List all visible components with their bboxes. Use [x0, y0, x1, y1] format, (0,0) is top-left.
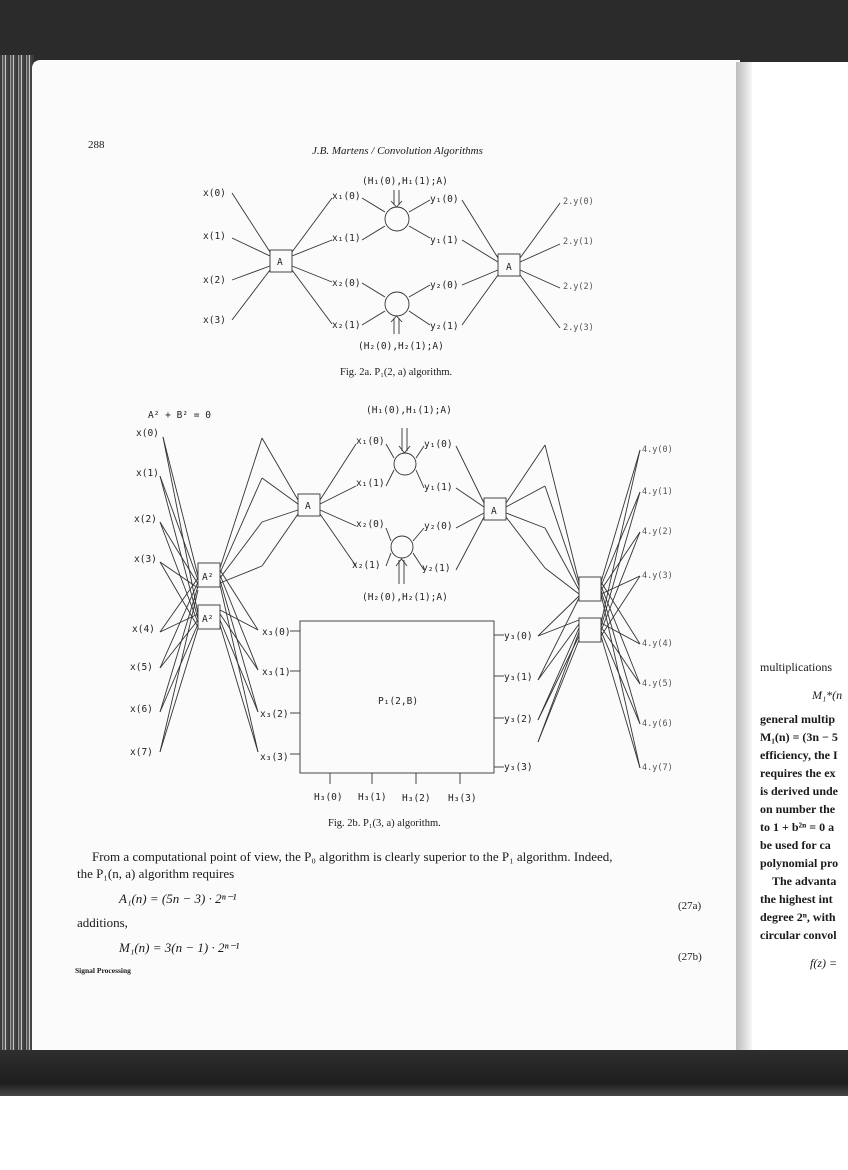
fig2b-y3-label: y₃(3) [504, 762, 533, 773]
fig2a-input-label: x(2) [203, 275, 226, 286]
fig2b-mid-label: x₂(1) [352, 560, 381, 571]
right-page-line: general multip [760, 712, 835, 726]
fig2b-x3-label: x₃(0) [262, 627, 291, 638]
running-head: J.B. Martens / Convolution Algorithms [312, 145, 483, 157]
right-page-line: be used for ca [760, 838, 831, 852]
fig2a-input-label: x(3) [203, 315, 226, 326]
fig2b-input-label: x(0) [136, 428, 159, 439]
equation-number: (27b) [678, 951, 702, 963]
right-page-line: is derived unde [760, 784, 839, 798]
fig2b-constraint: A² + B² = 0 [148, 410, 211, 421]
fig2a-mid-label: y₂(1) [430, 321, 459, 332]
right-page-line: requires the ex [760, 766, 836, 780]
journal-footer: Signal Processing [75, 966, 131, 975]
fig2b-h3-label: H₃(2) [402, 793, 431, 804]
fig2a-top-coeff: (H₁(0),H₁(1);A) [362, 176, 448, 187]
fig2b-mid-label: y₁(1) [424, 482, 453, 493]
fig2b-input-label: x(1) [136, 468, 159, 479]
fig2a-output-label: 2.y(0) [563, 197, 594, 207]
right-page-line: M₁(n) = (3n − 5 [760, 730, 838, 744]
fig2a-mid-label: x₂(1) [332, 320, 361, 331]
right-page-line: f(z) = [810, 956, 838, 970]
fig2b-box-a2: A² [202, 572, 214, 583]
fig2b-mid-label: x₁(1) [356, 478, 385, 489]
equation-number: (27a) [678, 900, 702, 912]
fig2a-input-label: x(1) [203, 231, 226, 242]
fig2a-caption: Fig. 2a. P₁(2, a) algorithm. [340, 367, 453, 378]
body-paragraph-line: From a computational point of view, the P₀ algorithm is clearly superior to the P₁ algorithm. Indeed, [92, 849, 613, 864]
fig2b-box-a: A [305, 501, 311, 512]
fig2b-output-label: 4.y(7) [642, 763, 673, 773]
fig2b-input-label: x(5) [130, 662, 153, 673]
fig2b-output-label: 4.y(4) [642, 639, 673, 649]
fig2b-bottom-coeff: (H₂(0),H₂(1);A) [362, 592, 448, 603]
fig2a-output-label: 2.y(1) [563, 237, 594, 247]
fig2b-input-label: x(7) [130, 747, 153, 758]
fig2a-output-label: 2.y(3) [563, 323, 594, 333]
right-page-line: M₁*(n [812, 688, 843, 702]
fig2a-mid-label: y₂(0) [430, 280, 459, 291]
fig2b-y3-label: y₃(0) [504, 631, 533, 642]
fig2b-input-label: x(2) [134, 514, 157, 525]
fig2b-mid-label: y₁(0) [424, 439, 453, 450]
fig2a-box-a: A [277, 257, 283, 268]
fig2a-mid-label: y₁(1) [430, 235, 459, 246]
body-text-additions: additions, [77, 915, 128, 930]
fig2b-mid-label: x₁(0) [356, 436, 385, 447]
fig2b-mid-label: y₂(1) [422, 563, 451, 574]
fig2b-output-label: 4.y(2) [642, 527, 673, 537]
fig2b-x3-label: x₃(2) [260, 709, 289, 720]
right-page-line: to 1 + b²ⁿ = 0 a [760, 820, 835, 834]
fig2b-y3-label: y₃(1) [504, 672, 533, 683]
fig2b-big-box-label: P₁(2,B) [378, 696, 419, 707]
fig2b-x3-label: x₃(3) [260, 752, 289, 763]
fig2b-output-label: 4.y(5) [642, 679, 673, 689]
fig2b-box-a2: A² [202, 614, 214, 625]
right-page-line: degree 2ⁿ, with [760, 910, 836, 924]
fig2a-mid-label: x₁(0) [332, 191, 361, 202]
right-page-line: multiplications [760, 660, 832, 674]
fig2b-h3-label: H₃(3) [448, 793, 477, 804]
fig2b-box-a: A [491, 506, 497, 517]
body-paragraph-line: the P₁(n, a) algorithm requires [77, 866, 235, 881]
fig2a-mid-label: y₁(0) [430, 194, 459, 205]
right-page-line: polynomial pro [760, 856, 839, 870]
fig2b-mid-label: x₂(0) [356, 519, 385, 530]
fig2b-y3-label: y₃(2) [504, 714, 533, 725]
right-page-line: circular convol [760, 928, 837, 942]
fig2a-bottom-coeff: (H₂(0),H₂(1);A) [358, 341, 444, 352]
fig2b-mid-label: y₂(0) [424, 521, 453, 532]
fig2a-input-label: x(0) [203, 188, 226, 199]
fig2b-output-label: 4.y(3) [642, 571, 673, 581]
fig2b-output-label: 4.y(6) [642, 719, 673, 729]
fig2b-output-label: 4.y(1) [642, 487, 673, 497]
right-page-line: The advanta [772, 874, 837, 888]
fig2b-h3-label: H₃(1) [358, 792, 387, 803]
fig2b-input-label: x(6) [130, 704, 153, 715]
fig2a-box-a: A [506, 262, 512, 273]
fig2b-x3-label: x₃(1) [262, 667, 291, 678]
fig2b-top-coeff: (H₁(0),H₁(1);A) [366, 405, 452, 416]
page-number: 288 [88, 139, 105, 151]
equation-27b: M₁(n) = 3(n − 1) · 2ⁿ⁻¹ [119, 940, 240, 955]
fig2a-output-label: 2.y(2) [563, 282, 594, 292]
fig2b-input-label: x(3) [134, 554, 157, 565]
equation-27a: A₁(n) = (5n − 3) · 2ⁿ⁻¹ [119, 891, 237, 906]
right-page-line: efficiency, the I [760, 748, 838, 762]
fig2a-mid-label: x₂(0) [332, 278, 361, 289]
right-page-line: on number the [760, 802, 836, 816]
fig2b-caption: Fig. 2b. P₁(3, a) algorithm. [328, 818, 441, 829]
fig2a-mid-label: x₁(1) [332, 233, 361, 244]
fig2b-output-label: 4.y(0) [642, 445, 673, 455]
fig2b-input-label: x(4) [132, 624, 155, 635]
right-page-line: the highest int [760, 892, 833, 906]
fig2b-h3-label: H₃(0) [314, 792, 343, 803]
